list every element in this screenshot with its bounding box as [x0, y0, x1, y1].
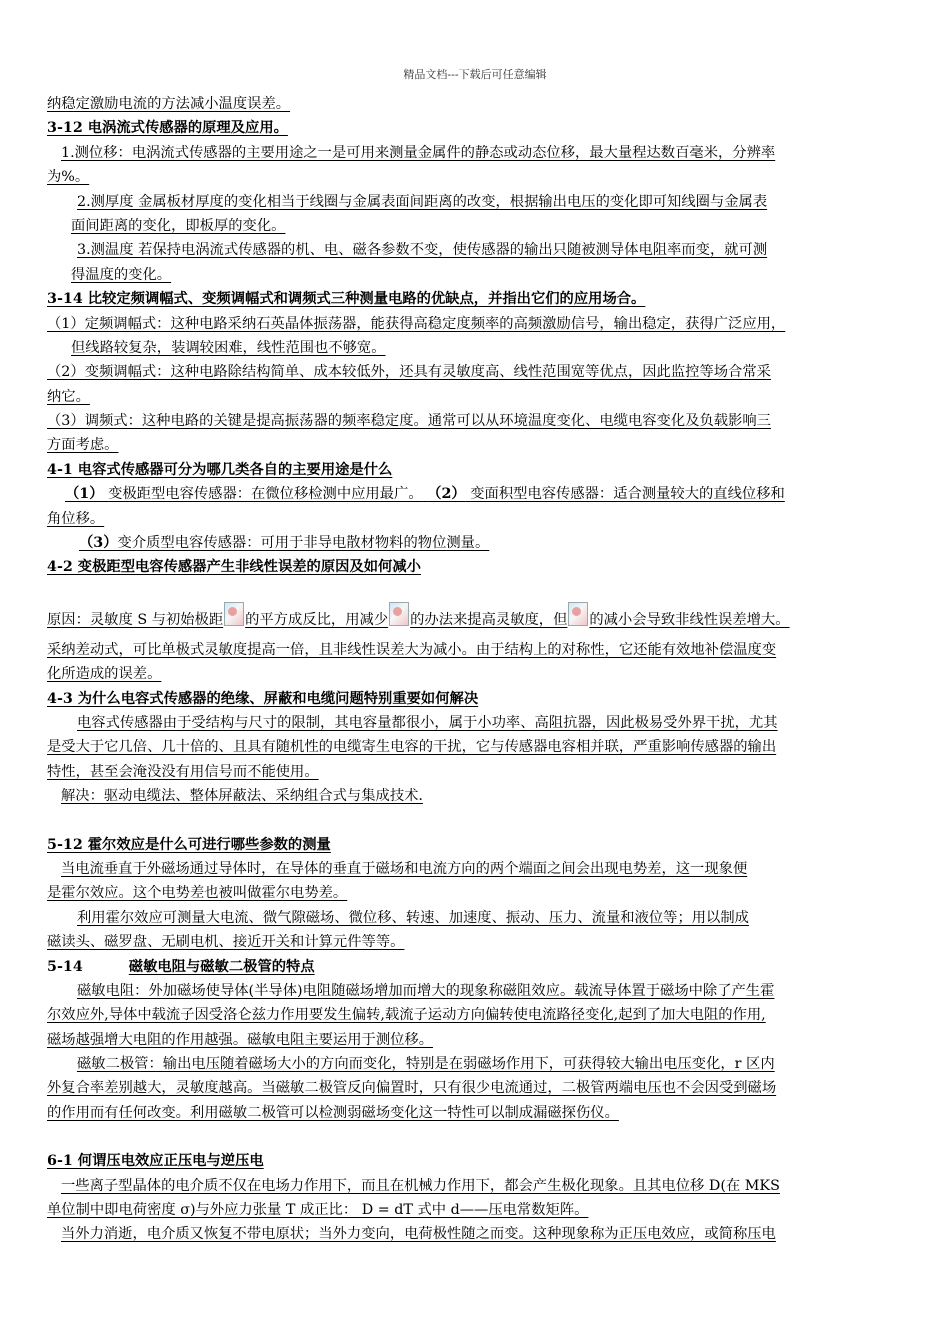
- list-marker: （1）: [65, 486, 104, 503]
- text-line: 的作用而有任何改变。利用磁敏二极管可以检测弱磁场变化这一特性可以制成漏磁探伤仪。: [47, 1104, 619, 1121]
- text-line: 化所造成的误差。: [47, 666, 162, 683]
- text-line: 纳它。: [47, 388, 90, 405]
- page-header: 精品文档---下载后可任意编辑: [403, 68, 547, 81]
- text-line: 特性，甚至会淹没没有用信号而不能使用。: [47, 763, 319, 780]
- text-line: 是霍尔效应。这个电势差也被叫做霍尔电势差。: [47, 885, 348, 902]
- text-segment: 原因：灵敏度 S 与初始极距: [47, 611, 224, 628]
- text-line: 磁敏二极管：输出电压随着磁场大小的方向而变化，特别是在弱磁场作用下，可获得较大输出电压变化，r 区内: [77, 1056, 775, 1073]
- text-segment: 变面积型电容传感器：适合测量较大的直线位移和: [470, 486, 785, 503]
- text-line: 电容式传感器由于受结构与尺寸的限制，其电容量都很小，属于小功率、高阻抗器，因此极易受外界干扰，尤其: [77, 714, 778, 731]
- heading-4-3: 4-3 为什么电容式传感器的绝缘、屏蔽和电缆问题特别重要如何解决: [47, 690, 479, 707]
- text-segment: 的平方成反比，用减少: [245, 611, 389, 628]
- text-segment: 的办法来提高灵敏度，但: [410, 611, 568, 628]
- text-line: 1.测位移：电涡流式传感器的主要用途之一是可用来测量金属件的静态或动态位移，最大量程达数百毫米，分辨率: [61, 144, 776, 161]
- text-line: [47, 482, 907, 506]
- list-marker: （3）: [79, 535, 118, 552]
- text-line: 为%。: [47, 169, 90, 186]
- broken-image-icon: [568, 602, 588, 626]
- heading-number: 5-14: [47, 958, 83, 975]
- heading-3-12: 3-12 电涡流式传感器的原理及应用。: [47, 120, 288, 137]
- text-line: 角位移。: [47, 510, 105, 527]
- text-line: 磁场越强增大电阻的作用越强。磁敏电阻主要运用于测位移。: [47, 1031, 434, 1048]
- heading-5-12: 5-12 霍尔效应是什么可进行哪些参数的测量: [47, 836, 331, 853]
- text-segment: 的减小会导致非线性误差增大。: [589, 611, 790, 628]
- heading-6-1: 6-1 何谓压电效应正压电与逆压电: [47, 1153, 264, 1170]
- text-line: 尔效应外,导体中载流子因受洛仑兹力作用要发生偏转,载流子运动方向偏转使电流路径变化,起到了加大电阻的作用,: [47, 1007, 766, 1024]
- document-body: [47, 92, 907, 1247]
- heading-text: 磁敏电阻与磁敏二极管的特点: [128, 958, 315, 975]
- text-segment: 变介质型电容传感器：可用于非导电散材物料的物位测量。: [117, 535, 490, 552]
- heading-4-2: 4-2 变极距型电容传感器产生非线性误差的原因及如何减小: [47, 559, 421, 576]
- text-line: 方面考虑。: [47, 437, 119, 454]
- text-line: 2.测厚度 金属板材厚度的变化相当于线圈与金属表面间距离的改变，根据输出电压的变化即可知线圈与金属表: [77, 193, 768, 210]
- text-line: （1）定频调幅式：这种电路采纳石英晶体振荡器，能获得高稳定度频率的高频激励信号，输出稳定，获得广泛应用，: [47, 315, 786, 332]
- text-line: 解决：驱动电缆法、整体屏蔽法、采纳组合式与集成技术.: [61, 788, 423, 805]
- text-line: [47, 531, 907, 555]
- broken-image-icon: [224, 602, 244, 626]
- text-line: （2）变频调幅式：这种电路除结构简单、成本较低外，还具有灵敏度高、线性范围宽等优点，因此监控等场合常采: [47, 364, 771, 381]
- heading-3-14: 3-14 比较定频调幅式、变频调幅式和调频式三种测量电路的优缺点，并指出它们的应用场合。: [47, 291, 646, 308]
- list-marker: （2）: [427, 486, 466, 503]
- text-line: 但线路较复杂，装调较困难，线性范围也不够宽。: [71, 339, 386, 356]
- text-line: 是受大于它几倍、几十倍的、且具有随机性的电缆寄生电容的干扰，它与传感器电容相并联，严重影响传感器的输出: [47, 739, 777, 756]
- broken-image-icon: [389, 602, 409, 626]
- text-line: 当外力消逝，电介质又恢复不带电原状；当外力变向，电荷极性随之而变。这种现象称为正压电效应，或简称压电: [61, 1226, 776, 1243]
- text-line: 利用霍尔效应可测量大电流、微气隙磁场、微位移、转速、加速度、振动、压力、流量和液位等；用以制成: [77, 909, 749, 926]
- text-line: 3.测温度 若保持电涡流式传感器的机、电、磁各参数不变，使传感器的输出只随被测导体电阻率而变，就可测: [77, 242, 768, 259]
- text-line: 外复合率差别越大，灵敏度越高。当磁敏二极管反向偏置时，只有很少电流通过，二极管两端电压也不会因受到磁场: [47, 1080, 777, 1097]
- text-segment: 变极距型电容传感器：在微位移检测中应用最广。: [108, 486, 423, 503]
- heading-4-1: 4-1 电容式传感器可分为哪几类各自的主要用途是什么: [47, 461, 393, 478]
- text-line: 单位制中即电荷密度 σ)与外应力张量 T 成正比： D = dT 式中 d——压电常数矩阵。: [47, 1202, 589, 1219]
- text-line: 纳稳定激励电流的方法减小温度误差。: [47, 96, 291, 112]
- text-line: 磁敏电阻：外加磁场使导体(半导体)电阻随磁场增加而增大的现象称磁阻效应。载流导体置于磁场中除了产生霍: [77, 982, 775, 999]
- heading-5-14: [47, 955, 907, 979]
- text-line: 得温度的变化。: [71, 266, 172, 283]
- text-line: 采纳差动式，可比单极式灵敏度提高一倍，且非线性误差大为减小。由于结构上的对称性，它还能有效地补偿温度变: [47, 641, 777, 658]
- text-line: 磁读头、磁罗盘、无刷电机、接近开关和计算元件等等。: [47, 934, 405, 951]
- text-line: 一些离子型晶体的电介质不仅在电场力作用下，而且在机械力作用下，都会产生极化现象。且其电位移 D(在 MKS: [61, 1177, 780, 1194]
- text-line: （3）调频式：这种电路的关键是提高振荡器的频率稳定度。通常可以从环境温度变化、电缆电容变化及负载影响三: [47, 413, 771, 430]
- text-line: 当电流垂直于外磁场通过导体时，在导体的垂直于磁场和电流方向的两个端面之间会出现电势差，这一现象便: [61, 860, 748, 877]
- text-line: 面间距离的变化，即板厚的变化。: [71, 217, 286, 234]
- text-line: [47, 602, 907, 638]
